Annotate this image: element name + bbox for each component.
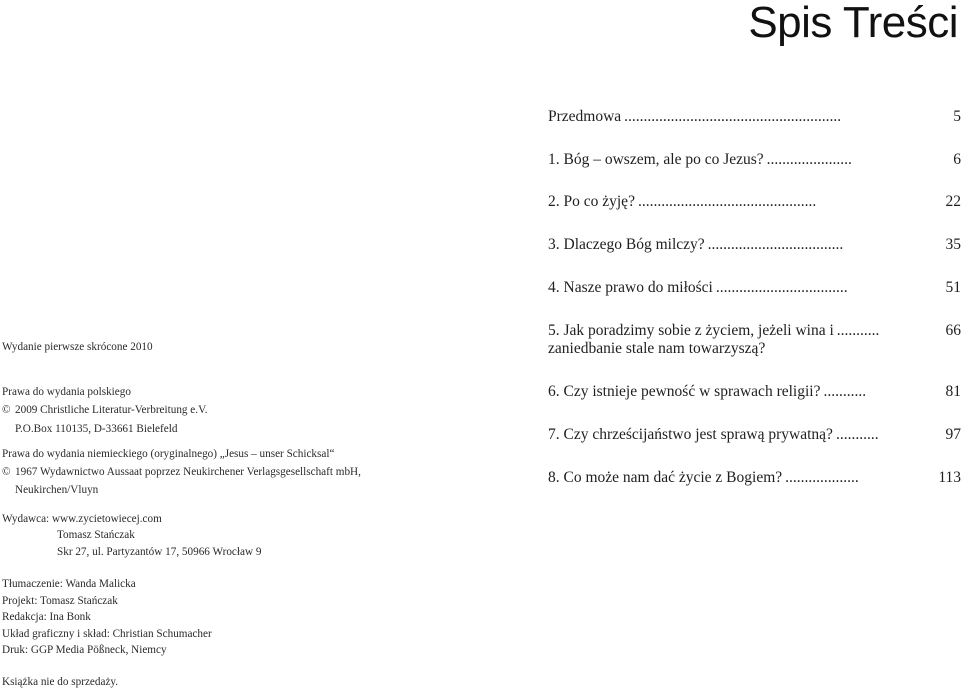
toc-leader-dots: ................... [785,469,859,486]
polish-rights-title: Prawa do wydania polskiego [2,386,131,398]
publisher-line: Wydawca: www.zycietowiecej.com [2,513,162,525]
toc-entry-chapter-2[interactable] [548,193,961,211]
german-rights-city: Neukirchen/Vluyn [15,484,99,496]
layout-credit: Układ graficzny i skład: Christian Schumacher [2,628,212,640]
not-for-sale-note: Książka nie do sprzedaży. [2,676,119,688]
toc-label: Przedmowa [548,108,622,125]
toc-label: 7. Czy chrześcijaństwo jest sprawą prywatną? [548,426,833,443]
toc-page-number: 51 [945,279,961,296]
toc-label: 6. Czy istnieje pewność w sprawach religii? [548,383,821,400]
toc-entry-preface[interactable] [548,108,961,126]
project-credit: Projekt: Tomasz Stańczak [2,595,118,607]
toc-page-number: 66 [945,322,961,339]
toc-page-number: 5 [953,108,961,125]
editing-credit: Redakcja: Ina Bonk [2,611,91,623]
publisher-address: Skr 27, ul. Partyzantów 17, 50966 Wrocław 9 [57,546,262,558]
toc-label: 5. Jak poradzimy sobie z życiem, jeżeli wina i [548,322,834,339]
page-title: Spis Treści [748,0,958,47]
german-rights-title: Prawa do wydania niemieckiego (oryginalnego) „Jesus – unser Schicksal“ [2,448,335,460]
polish-rights-address: P.O.Box 110135, D-33661 Bielefeld [15,423,178,435]
publisher-name: Tomasz Stańczak [57,529,135,541]
toc-entry-chapter-7[interactable] [548,426,961,444]
copyright-symbol: © [2,466,11,478]
toc-entry-chapter-8[interactable] [548,469,961,487]
edition-line: Wydanie pierwsze skrócone 2010 [2,341,153,353]
toc-label: 8. Co może nam dać życie z Bogiem? [548,469,783,486]
toc-page-number: 22 [945,193,961,210]
printing-credit: Druk: GGP Media Pößneck, Niemcy [2,644,167,656]
toc-leader-dots: ........................................................ [624,108,842,125]
toc-entry-chapter-3[interactable] [548,236,961,254]
toc-label: 4. Nasze prawo do miłości [548,279,713,296]
polish-rights-holder [2,402,208,418]
toc-entry-chapter-5[interactable] [548,322,961,358]
toc-page-number: 113 [938,469,961,486]
german-rights-holder-text: 1967 Wydawnictwo Aussaat poprzez Neukirchener Verlagsgesellschaft mbH, [15,466,361,478]
toc-page-number: 35 [945,236,961,253]
toc-entry-chapter-4[interactable] [548,279,961,297]
toc-entry-chapter-1[interactable] [548,151,961,169]
table-of-contents [548,0,961,500]
toc-leader-dots: .................................. [715,279,848,296]
toc-leader-dots: .............................................. [637,193,817,210]
toc-leader-dots: ...................... [766,151,852,168]
copyright-symbol: © [2,404,11,416]
toc-label: 2. Po co żyję? [548,193,635,210]
toc-entry-chapter-6[interactable] [548,383,961,401]
toc-leader-dots: ........... [835,426,879,443]
translation-credit: Tłumaczenie: Wanda Malicka [2,578,136,590]
toc-label-continuation: zaniedbanie stale nam towarzyszą? [548,340,766,357]
toc-page-number: 97 [945,426,961,443]
toc-page-number: 81 [945,383,961,400]
polish-rights-holder-text: 2009 Christliche Literatur-Verbreitung e.V. [15,404,208,416]
toc-label: 3. Dlaczego Bóg milczy? [548,236,705,253]
toc-leader-dots: ........... [836,322,880,339]
toc-label: 1. Bóg – owszem, ale po co Jezus? [548,151,764,168]
german-rights-holder [2,464,361,480]
toc-page-number: 6 [953,151,961,168]
toc-leader-dots: ........... [823,383,867,400]
toc-leader-dots: ................................... [707,236,844,253]
